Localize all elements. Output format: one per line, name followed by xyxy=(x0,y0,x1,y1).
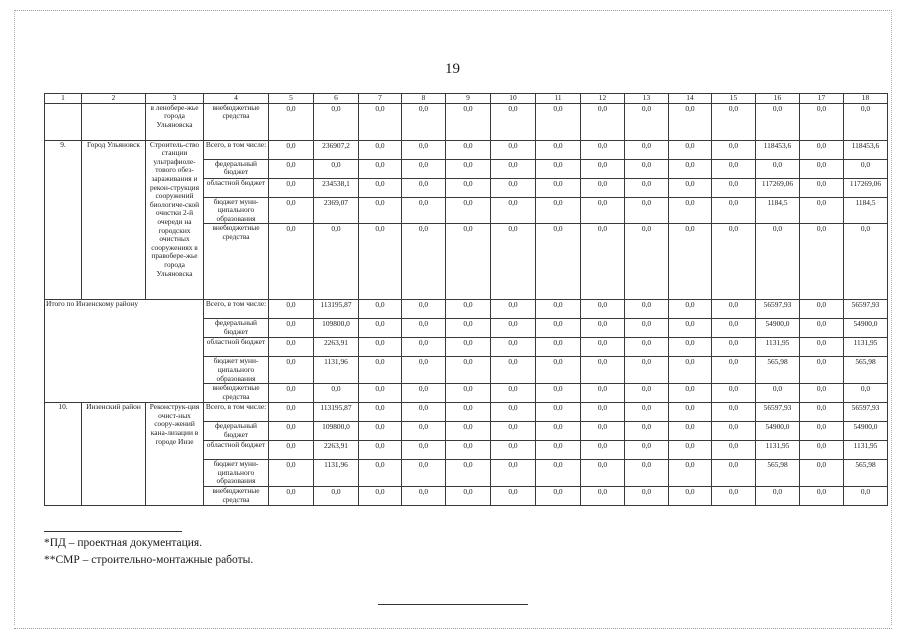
value-cell: 0,0 xyxy=(536,403,581,422)
value-cell: 0,0 xyxy=(581,422,625,441)
column-header: 12 xyxy=(581,94,625,104)
value-cell: 0,0 xyxy=(536,300,581,319)
value-cell: 0,0 xyxy=(402,441,446,460)
value-cell: 117269,06 xyxy=(844,178,888,197)
value-cell: 0,0 xyxy=(669,486,712,505)
value-cell: 0,0 xyxy=(712,178,756,197)
value-cell: 0,0 xyxy=(712,140,756,159)
column-header: 6 xyxy=(314,94,359,104)
table-row xyxy=(45,103,888,140)
funding-source-cell: федеральный бюджет xyxy=(204,422,269,441)
value-cell: 54900,0 xyxy=(844,422,888,441)
value-cell: 0,0 xyxy=(844,159,888,178)
row-label-cell: Инзенский район xyxy=(82,403,146,506)
value-cell: 0,0 xyxy=(536,441,581,460)
table-header xyxy=(45,94,888,104)
value-cell: 0,0 xyxy=(314,224,359,300)
funding-source-cell: внебюджетные средства xyxy=(204,486,269,505)
value-cell: 0,0 xyxy=(359,422,402,441)
column-header: 13 xyxy=(625,94,669,104)
value-cell: 0,0 xyxy=(581,357,625,384)
value-cell: 1131,95 xyxy=(844,338,888,357)
value-cell: 0,0 xyxy=(712,422,756,441)
value-cell: 0,0 xyxy=(625,159,669,178)
value-cell: 0,0 xyxy=(581,103,625,140)
value-cell: 0,0 xyxy=(446,300,491,319)
value-cell: 0,0 xyxy=(491,403,536,422)
value-cell: 0,0 xyxy=(359,338,402,357)
value-cell: 0,0 xyxy=(491,159,536,178)
value-cell: 0,0 xyxy=(712,338,756,357)
value-cell: 0,0 xyxy=(669,197,712,224)
value-cell: 0,0 xyxy=(402,103,446,140)
value-cell: 0,0 xyxy=(269,357,314,384)
value-cell: 0,0 xyxy=(669,384,712,403)
value-cell: 0,0 xyxy=(446,338,491,357)
value-cell: 0,0 xyxy=(536,103,581,140)
value-cell: 0,0 xyxy=(581,140,625,159)
table-row xyxy=(45,140,888,159)
value-cell: 236907,2 xyxy=(314,140,359,159)
value-cell: 0,0 xyxy=(491,422,536,441)
value-cell: 0,0 xyxy=(800,441,844,460)
value-cell: 0,0 xyxy=(402,486,446,505)
funding-source-cell: внебюджетные средства xyxy=(204,384,269,403)
value-cell: 0,0 xyxy=(669,319,712,338)
value-cell: 0,0 xyxy=(581,384,625,403)
row-label-cell: Реконструк-ция очист-ных соору-жений кана-лизации в городе Инзе xyxy=(146,403,204,506)
footnotes xyxy=(44,531,253,569)
value-cell: 0,0 xyxy=(712,403,756,422)
value-cell: 0,0 xyxy=(491,357,536,384)
value-cell: 0,0 xyxy=(536,319,581,338)
value-cell: 0,0 xyxy=(625,357,669,384)
value-cell: 0,0 xyxy=(800,319,844,338)
value-cell: 0,0 xyxy=(269,300,314,319)
value-cell: 56597,93 xyxy=(844,300,888,319)
value-cell: 0,0 xyxy=(581,338,625,357)
value-cell: 0,0 xyxy=(446,319,491,338)
value-cell: 0,0 xyxy=(712,300,756,319)
value-cell: 0,0 xyxy=(491,319,536,338)
value-cell: 0,0 xyxy=(800,384,844,403)
value-cell: 0,0 xyxy=(712,103,756,140)
value-cell: 0,0 xyxy=(800,403,844,422)
value-cell: 1131,95 xyxy=(844,441,888,460)
funding-source-cell: бюджет муни-ципального образования xyxy=(204,197,269,224)
funding-source-cell: бюджет муни-ципального образования xyxy=(204,460,269,487)
funding-source-cell: внебюджетные средства xyxy=(204,103,269,140)
value-cell: 0,0 xyxy=(269,103,314,140)
value-cell: 0,0 xyxy=(446,197,491,224)
value-cell: 117269,06 xyxy=(756,178,800,197)
value-cell: 0,0 xyxy=(756,103,800,140)
value-cell: 0,0 xyxy=(446,140,491,159)
funding-table xyxy=(44,93,888,506)
value-cell: 0,0 xyxy=(402,224,446,300)
value-cell: 0,0 xyxy=(491,460,536,487)
value-cell: 0,0 xyxy=(269,224,314,300)
page-border-bottom xyxy=(14,628,892,629)
value-cell: 0,0 xyxy=(712,197,756,224)
value-cell: 0,0 xyxy=(756,486,800,505)
value-cell: 0,0 xyxy=(669,460,712,487)
value-cell: 0,0 xyxy=(536,460,581,487)
value-cell: 0,0 xyxy=(359,103,402,140)
value-cell: 0,0 xyxy=(625,441,669,460)
funding-source-cell: Всего, в том числе: xyxy=(204,140,269,159)
value-cell: 0,0 xyxy=(359,178,402,197)
value-cell: 0,0 xyxy=(800,338,844,357)
value-cell: 56597,93 xyxy=(756,403,800,422)
value-cell: 0,0 xyxy=(712,384,756,403)
value-cell: 0,0 xyxy=(536,197,581,224)
value-cell: 0,0 xyxy=(269,319,314,338)
value-cell: 0,0 xyxy=(669,140,712,159)
value-cell: 0,0 xyxy=(491,224,536,300)
value-cell: 565,98 xyxy=(844,460,888,487)
value-cell: 0,0 xyxy=(446,357,491,384)
value-cell: 56597,93 xyxy=(756,300,800,319)
value-cell: 0,0 xyxy=(756,159,800,178)
row-label-cell: Итого по Инзенскому району xyxy=(45,300,204,403)
value-cell: 0,0 xyxy=(402,357,446,384)
value-cell: 0,0 xyxy=(581,403,625,422)
value-cell: 0,0 xyxy=(625,103,669,140)
value-cell: 0,0 xyxy=(669,338,712,357)
value-cell: 0,0 xyxy=(800,300,844,319)
funding-source-cell: Всего, в том числе: xyxy=(204,300,269,319)
value-cell: 54900,0 xyxy=(756,422,800,441)
value-cell: 0,0 xyxy=(536,338,581,357)
value-cell: 0,0 xyxy=(669,103,712,140)
value-cell: 0,0 xyxy=(625,422,669,441)
value-cell: 109800,0 xyxy=(314,422,359,441)
value-cell: 0,0 xyxy=(581,460,625,487)
funding-source-cell: областной бюджет xyxy=(204,338,269,357)
value-cell: 113195,87 xyxy=(314,300,359,319)
value-cell: 234538,1 xyxy=(314,178,359,197)
value-cell: 0,0 xyxy=(269,403,314,422)
value-cell: 0,0 xyxy=(314,384,359,403)
value-cell: 0,0 xyxy=(359,460,402,487)
value-cell: 0,0 xyxy=(625,403,669,422)
value-cell: 0,0 xyxy=(446,460,491,487)
value-cell: 0,0 xyxy=(536,178,581,197)
header-row xyxy=(45,94,888,104)
value-cell: 1131,96 xyxy=(314,357,359,384)
value-cell: 0,0 xyxy=(536,384,581,403)
row-label-cell: 9. xyxy=(45,140,82,300)
value-cell: 0,0 xyxy=(669,441,712,460)
value-cell: 0,0 xyxy=(625,300,669,319)
value-cell: 0,0 xyxy=(800,486,844,505)
value-cell: 0,0 xyxy=(581,159,625,178)
value-cell: 0,0 xyxy=(581,197,625,224)
value-cell: 0,0 xyxy=(581,178,625,197)
value-cell: 0,0 xyxy=(359,403,402,422)
column-header: 11 xyxy=(536,94,581,104)
row-label-cell xyxy=(45,103,82,140)
funding-source-cell: федеральный бюджет xyxy=(204,159,269,178)
value-cell: 2263,91 xyxy=(314,338,359,357)
row-label-cell: в ленобере-жье города Ульяновска xyxy=(146,103,204,140)
value-cell: 0,0 xyxy=(491,197,536,224)
value-cell: 109800,0 xyxy=(314,319,359,338)
value-cell: 0,0 xyxy=(402,319,446,338)
footnote-smr: **СМР – строительно-монтажные работы. xyxy=(44,554,254,566)
page-border-left xyxy=(14,10,15,625)
table-row xyxy=(45,403,888,422)
funding-source-cell: федеральный бюджет xyxy=(204,319,269,338)
value-cell: 0,0 xyxy=(314,486,359,505)
value-cell: 0,0 xyxy=(669,403,712,422)
column-header: 3 xyxy=(146,94,204,104)
value-cell: 0,0 xyxy=(625,178,669,197)
value-cell: 0,0 xyxy=(491,384,536,403)
value-cell: 0,0 xyxy=(491,103,536,140)
value-cell: 0,0 xyxy=(712,357,756,384)
value-cell: 0,0 xyxy=(581,319,625,338)
table-row xyxy=(45,300,888,319)
value-cell: 54900,0 xyxy=(844,319,888,338)
value-cell: 0,0 xyxy=(756,224,800,300)
value-cell: 0,0 xyxy=(669,178,712,197)
value-cell: 0,0 xyxy=(491,441,536,460)
value-cell: 0,0 xyxy=(314,103,359,140)
value-cell: 0,0 xyxy=(800,159,844,178)
value-cell: 0,0 xyxy=(712,159,756,178)
value-cell: 0,0 xyxy=(402,159,446,178)
value-cell: 0,0 xyxy=(269,140,314,159)
value-cell: 0,0 xyxy=(402,300,446,319)
value-cell: 0,0 xyxy=(402,140,446,159)
row-label-cell: Строитель-ство станции ультрафиоле-тового обез-зараживания и рекон-струкция сооружений биологиче-ской очистки 2-й очереди на городских очистных сооружениях в правобере-жье города Ульяновска xyxy=(146,140,204,300)
value-cell: 565,98 xyxy=(756,460,800,487)
value-cell: 0,0 xyxy=(446,384,491,403)
value-cell: 0,0 xyxy=(625,319,669,338)
value-cell: 0,0 xyxy=(359,357,402,384)
value-cell: 0,0 xyxy=(800,140,844,159)
column-header: 10 xyxy=(491,94,536,104)
value-cell: 1184,5 xyxy=(844,197,888,224)
value-cell: 0,0 xyxy=(536,140,581,159)
value-cell: 0,0 xyxy=(359,159,402,178)
value-cell: 1131,95 xyxy=(756,338,800,357)
value-cell: 0,0 xyxy=(491,300,536,319)
page-border-top xyxy=(14,10,892,11)
value-cell: 0,0 xyxy=(669,357,712,384)
value-cell: 0,0 xyxy=(800,197,844,224)
value-cell: 0,0 xyxy=(359,140,402,159)
value-cell: 0,0 xyxy=(314,159,359,178)
column-header: 15 xyxy=(712,94,756,104)
value-cell: 0,0 xyxy=(712,224,756,300)
value-cell: 0,0 xyxy=(491,140,536,159)
column-header: 18 xyxy=(844,94,888,104)
column-header: 5 xyxy=(269,94,314,104)
value-cell: 0,0 xyxy=(581,486,625,505)
value-cell: 118453,6 xyxy=(756,140,800,159)
value-cell: 565,98 xyxy=(756,357,800,384)
page-number: 19 xyxy=(445,61,460,77)
value-cell: 0,0 xyxy=(844,224,888,300)
value-cell: 0,0 xyxy=(402,460,446,487)
column-header: 1 xyxy=(45,94,82,104)
footnote-separator xyxy=(44,531,182,532)
value-cell: 0,0 xyxy=(446,224,491,300)
value-cell: 0,0 xyxy=(359,197,402,224)
value-cell: 0,0 xyxy=(269,178,314,197)
value-cell: 0,0 xyxy=(269,422,314,441)
value-cell: 0,0 xyxy=(269,338,314,357)
column-header: 8 xyxy=(402,94,446,104)
column-header: 17 xyxy=(800,94,844,104)
value-cell: 0,0 xyxy=(446,159,491,178)
funding-source-cell: областной бюджет xyxy=(204,441,269,460)
value-cell: 0,0 xyxy=(359,300,402,319)
value-cell: 1131,96 xyxy=(314,460,359,487)
value-cell: 0,0 xyxy=(712,460,756,487)
column-header: 16 xyxy=(756,94,800,104)
value-cell: 0,0 xyxy=(446,441,491,460)
value-cell: 0,0 xyxy=(844,103,888,140)
value-cell: 0,0 xyxy=(712,319,756,338)
value-cell: 0,0 xyxy=(669,159,712,178)
funding-source-cell: областной бюджет xyxy=(204,178,269,197)
value-cell: 0,0 xyxy=(625,140,669,159)
value-cell: 0,0 xyxy=(712,486,756,505)
row-label-cell xyxy=(82,103,146,140)
value-cell: 0,0 xyxy=(446,103,491,140)
value-cell: 0,0 xyxy=(402,178,446,197)
value-cell: 0,0 xyxy=(625,338,669,357)
value-cell: 0,0 xyxy=(269,486,314,505)
value-cell: 0,0 xyxy=(625,197,669,224)
value-cell: 0,0 xyxy=(625,384,669,403)
value-cell: 0,0 xyxy=(446,403,491,422)
value-cell: 0,0 xyxy=(359,441,402,460)
value-cell: 0,0 xyxy=(269,460,314,487)
value-cell: 0,0 xyxy=(402,403,446,422)
table-body xyxy=(45,103,888,505)
value-cell: 0,0 xyxy=(359,486,402,505)
row-label-cell: 10. xyxy=(45,403,82,506)
value-cell: 1131,95 xyxy=(756,441,800,460)
value-cell: 565,98 xyxy=(844,357,888,384)
value-cell: 0,0 xyxy=(269,441,314,460)
value-cell: 0,0 xyxy=(581,441,625,460)
value-cell: 0,0 xyxy=(800,103,844,140)
value-cell: 0,0 xyxy=(669,300,712,319)
value-cell: 0,0 xyxy=(581,300,625,319)
value-cell: 0,0 xyxy=(269,384,314,403)
value-cell: 0,0 xyxy=(712,441,756,460)
value-cell: 0,0 xyxy=(800,224,844,300)
row-label-cell: Город Ульяновск xyxy=(82,140,146,300)
column-header: 4 xyxy=(204,94,269,104)
value-cell: 0,0 xyxy=(536,224,581,300)
value-cell: 0,0 xyxy=(536,159,581,178)
value-cell: 0,0 xyxy=(669,224,712,300)
value-cell: 113195,87 xyxy=(314,403,359,422)
column-header: 7 xyxy=(359,94,402,104)
column-header: 9 xyxy=(446,94,491,104)
value-cell: 56597,93 xyxy=(844,403,888,422)
value-cell: 0,0 xyxy=(402,384,446,403)
value-cell: 0,0 xyxy=(446,422,491,441)
page-border-right xyxy=(891,10,892,625)
value-cell: 0,0 xyxy=(800,357,844,384)
value-cell: 0,0 xyxy=(844,384,888,403)
footnote-pd: *ПД – проектная документация. xyxy=(44,537,203,549)
value-cell: 0,0 xyxy=(625,486,669,505)
value-cell: 2263,91 xyxy=(314,441,359,460)
value-cell: 0,0 xyxy=(402,197,446,224)
value-cell: 0,0 xyxy=(359,224,402,300)
value-cell: 0,0 xyxy=(446,178,491,197)
signature-line xyxy=(378,604,528,605)
value-cell: 0,0 xyxy=(625,460,669,487)
value-cell: 0,0 xyxy=(625,224,669,300)
value-cell: 0,0 xyxy=(359,319,402,338)
value-cell: 0,0 xyxy=(669,422,712,441)
value-cell: 0,0 xyxy=(402,338,446,357)
value-cell: 0,0 xyxy=(536,486,581,505)
value-cell: 0,0 xyxy=(491,486,536,505)
value-cell: 0,0 xyxy=(756,384,800,403)
value-cell: 2369,07 xyxy=(314,197,359,224)
value-cell: 0,0 xyxy=(491,178,536,197)
value-cell: 0,0 xyxy=(359,384,402,403)
value-cell: 0,0 xyxy=(844,486,888,505)
value-cell: 118453,6 xyxy=(844,140,888,159)
value-cell: 0,0 xyxy=(269,159,314,178)
column-header: 2 xyxy=(82,94,146,104)
value-cell: 0,0 xyxy=(800,422,844,441)
value-cell: 0,0 xyxy=(402,422,446,441)
value-cell: 0,0 xyxy=(536,422,581,441)
value-cell: 0,0 xyxy=(446,486,491,505)
value-cell: 0,0 xyxy=(800,178,844,197)
value-cell: 1184,5 xyxy=(756,197,800,224)
column-header: 14 xyxy=(669,94,712,104)
value-cell: 54900,0 xyxy=(756,319,800,338)
value-cell: 0,0 xyxy=(800,460,844,487)
value-cell: 0,0 xyxy=(269,197,314,224)
value-cell: 0,0 xyxy=(581,224,625,300)
funding-source-cell: Всего, в том числе: xyxy=(204,403,269,422)
value-cell: 0,0 xyxy=(536,357,581,384)
value-cell: 0,0 xyxy=(491,338,536,357)
funding-source-cell: бюджет муни-ципального образования xyxy=(204,357,269,384)
funding-source-cell: внебюджетные средства xyxy=(204,224,269,300)
